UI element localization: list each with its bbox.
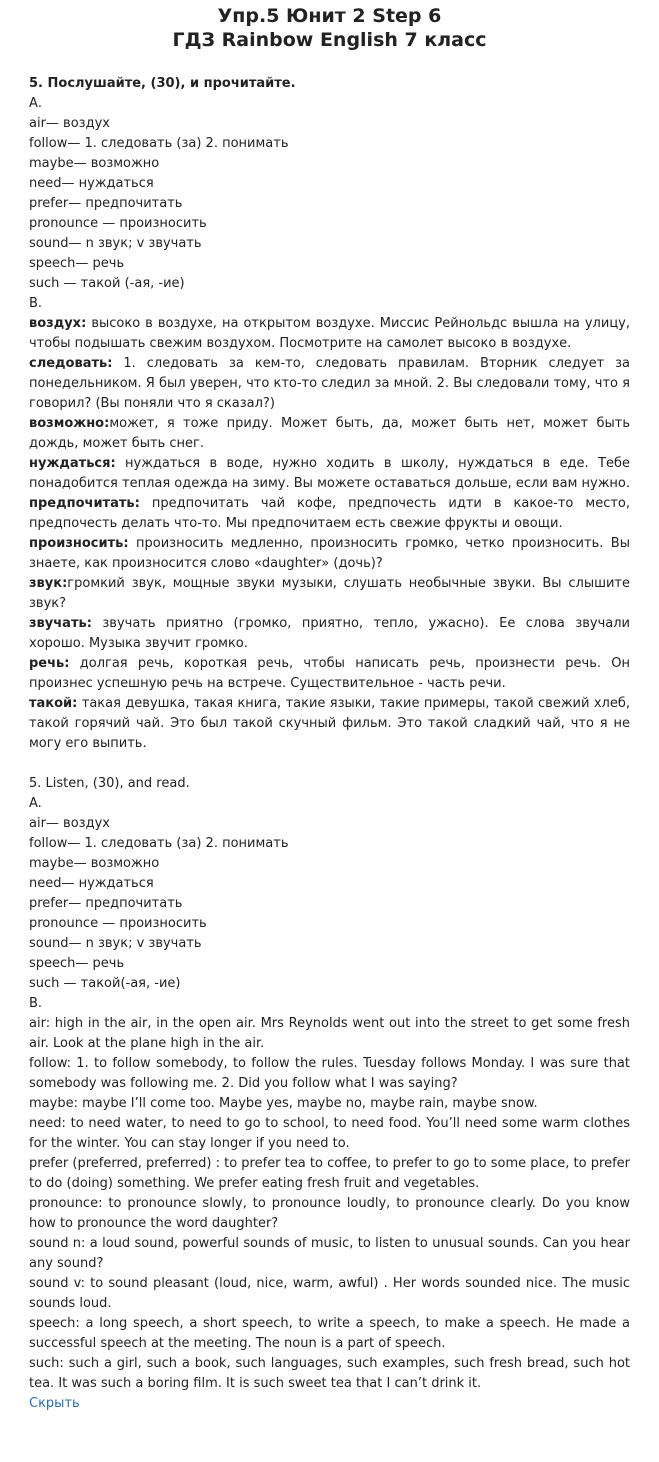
en-paragraph: sound v: to sound pleasant (loud, nice, warm, awful) . Her words sounded nice. The music sounds loud.: [29, 1276, 630, 1311]
ru-paragraph: [29, 654, 630, 694]
en-paragraph: such: such a girl, such a book, such languages, such examples, such fresh bread, such hot tea. It was such a boring film. It is such sweet tea that I can’t drink it.: [29, 1356, 630, 1391]
en-paragraphs: [29, 1014, 630, 1394]
ru-definition: долгая речь, короткая речь, чтобы написать речь, произнести речь. Он произнес успешную речь на встрече. Существительное - часть речи.: [29, 656, 630, 691]
vocab-item: such — такой(-ая, -ие): [29, 976, 181, 991]
ru-term: речь:: [29, 656, 70, 671]
en-exercise-heading: 5. Listen, (30), and read.: [29, 776, 190, 791]
ru-definition: звучать приятно (громко, приятно, тепло, ужасно). Ее слова звучали хорошо. Музыка звучит громко.: [29, 616, 630, 651]
title-line-2: ГДЗ Rainbow English 7 класс: [172, 29, 487, 51]
ru-section-b-label: В.: [29, 296, 43, 311]
ru-definition: такая девушка, такая книга, такие языки, такие примеры, такой свежий хлеб, такой горячий чай. Это был такой скучный фильм. Это такой сладкий чай, что я не могу его выпить.: [29, 696, 630, 751]
en-paragraph: need: to need water, to need to go to school, to need food. You’ll need some warm clothes for the winter. You can stay longer if you need to.: [29, 1116, 630, 1151]
ru-term: нуждаться:: [29, 456, 116, 471]
ru-term: произносить:: [29, 536, 129, 551]
vocab-item: air— воздух: [29, 116, 110, 131]
en-vocab-list: [29, 814, 630, 994]
ru-paragraph: [29, 614, 630, 654]
vocab-item: sound— n звук; v звучать: [29, 936, 202, 951]
ru-definition: предпочитать чай кофе, предпочесть идти в какое-то место, предпочесть делать что-то. Мы предпочитаем есть свежие фрукты и овощи.: [29, 496, 630, 531]
en-paragraph: sound n: a loud sound, powerful sounds of music, to listen to unusual sounds. Can you hear any sound?: [29, 1236, 630, 1271]
ru-paragraph: [29, 454, 630, 494]
vocab-item: follow— 1. следовать (за) 2. понимать: [29, 136, 289, 151]
section-spacer: [29, 754, 630, 774]
vocab-item: speech— речь: [29, 956, 125, 971]
ru-term: возможно:: [29, 416, 110, 431]
ru-definition: нуждаться в воде, нужно ходить в школу, нуждаться в еде. Тебе понадобится теплая одежда на зиму. Вы можете оставаться дольше, если вам нужно.: [29, 456, 631, 491]
ru-exercise-heading: 5. Послушайте, (30), и прочитайте.: [29, 76, 296, 91]
page-title: [29, 0, 630, 52]
vocab-item: such — такой (-ая, -ие): [29, 276, 185, 291]
en-paragraph: follow: 1. to follow somebody, to follow the rules. Tuesday follows Monday. I was sure that somebody was following me. 2. Did you follow what I was saying?: [29, 1056, 630, 1091]
ru-term: предпочитать:: [29, 496, 140, 511]
ru-paragraph: [29, 694, 630, 754]
en-paragraph: pronounce: to pronounce slowly, to pronounce loudly, to pronounce clearly. Do you know how to pronounce the word daughter?: [29, 1196, 630, 1231]
ru-term: звучать:: [29, 616, 92, 631]
ru-vocab-list: [29, 114, 630, 294]
en-paragraph: maybe: maybe I’ll come too. Maybe yes, maybe no, maybe rain, maybe snow.: [29, 1096, 538, 1111]
en-paragraph: air: high in the air, in the open air. Mrs Reynolds went out into the street to get some fresh air. Look at the plane high in the air.: [29, 1016, 630, 1051]
en-paragraph: prefer (preferred, preferred) : to prefer tea to coffee, to prefer to go to some place, to prefer to do (doing) something. We prefer eating fresh fruit and vegetables.: [29, 1156, 630, 1191]
vocab-item: speech— речь: [29, 256, 125, 271]
ru-definition: может, я тоже приду. Может быть, да, может быть нет, может быть дождь, может быть снег.: [29, 416, 630, 451]
ru-definition: произносить медленно, произносить громко, четко произносить. Вы знаете, как произносится слово «daughter» (дочь)?: [29, 536, 630, 571]
ru-paragraphs: [29, 314, 630, 754]
hide-solution-link[interactable]: Скрыть: [29, 1396, 80, 1411]
ru-term: звук:: [29, 576, 68, 591]
vocab-item: need— нуждаться: [29, 876, 154, 891]
vocab-item: need— нуждаться: [29, 176, 154, 191]
en-section-a-label: A.: [29, 796, 42, 811]
en-paragraph: speech: a long speech, a short speech, to write a speech, to make a speech. He made a successful speech at the meeting. The noun is a part of speech.: [29, 1316, 630, 1351]
en-section-b-label: B.: [29, 996, 43, 1011]
ru-paragraph: [29, 414, 630, 454]
ru-term: такой:: [29, 696, 78, 711]
ru-paragraph: [29, 494, 630, 534]
vocab-item: prefer— предпочитать: [29, 896, 183, 911]
vocab-item: air— воздух: [29, 816, 110, 831]
ru-paragraph: [29, 534, 630, 574]
vocab-item: pronounce — произносить: [29, 916, 207, 931]
vocab-item: maybe— возможно: [29, 856, 160, 871]
ru-definition: громкий звук, мощные звуки музыки, слушать необычные звуки. Вы слышите звук?: [29, 576, 630, 611]
ru-term: следовать:: [29, 356, 113, 371]
ru-definition: высоко в воздухе, на открытом воздухе. Миссис Рейнольдс вышла на улицу, чтобы подышать свежим воздухом. Посмотрите на самолет высоко в воздухе.: [29, 316, 630, 351]
ru-paragraph: [29, 314, 630, 354]
vocab-item: follow— 1. следовать (за) 2. понимать: [29, 836, 289, 851]
vocab-item: sound— n звук; v звучать: [29, 236, 202, 251]
title-line-1: Упр.5 Юнит 2 Step 6: [217, 5, 442, 27]
ru-term: воздух:: [29, 316, 87, 331]
vocab-item: maybe— возможно: [29, 156, 160, 171]
ru-definition: 1. следовать за кем-то, следовать правилам. Вторник следует за понедельником. Я был уверен, что кто-то следил за мной. 2. Вы следовали тому, что я говорил? (Вы поняли что я сказал?): [29, 356, 630, 411]
ru-paragraph: [29, 354, 630, 414]
ru-paragraph: [29, 574, 630, 614]
ru-section-a-label: А.: [29, 96, 43, 111]
vocab-item: prefer— предпочитать: [29, 196, 183, 211]
vocab-item: pronounce — произносить: [29, 216, 207, 231]
solution-content: [29, 74, 630, 1414]
